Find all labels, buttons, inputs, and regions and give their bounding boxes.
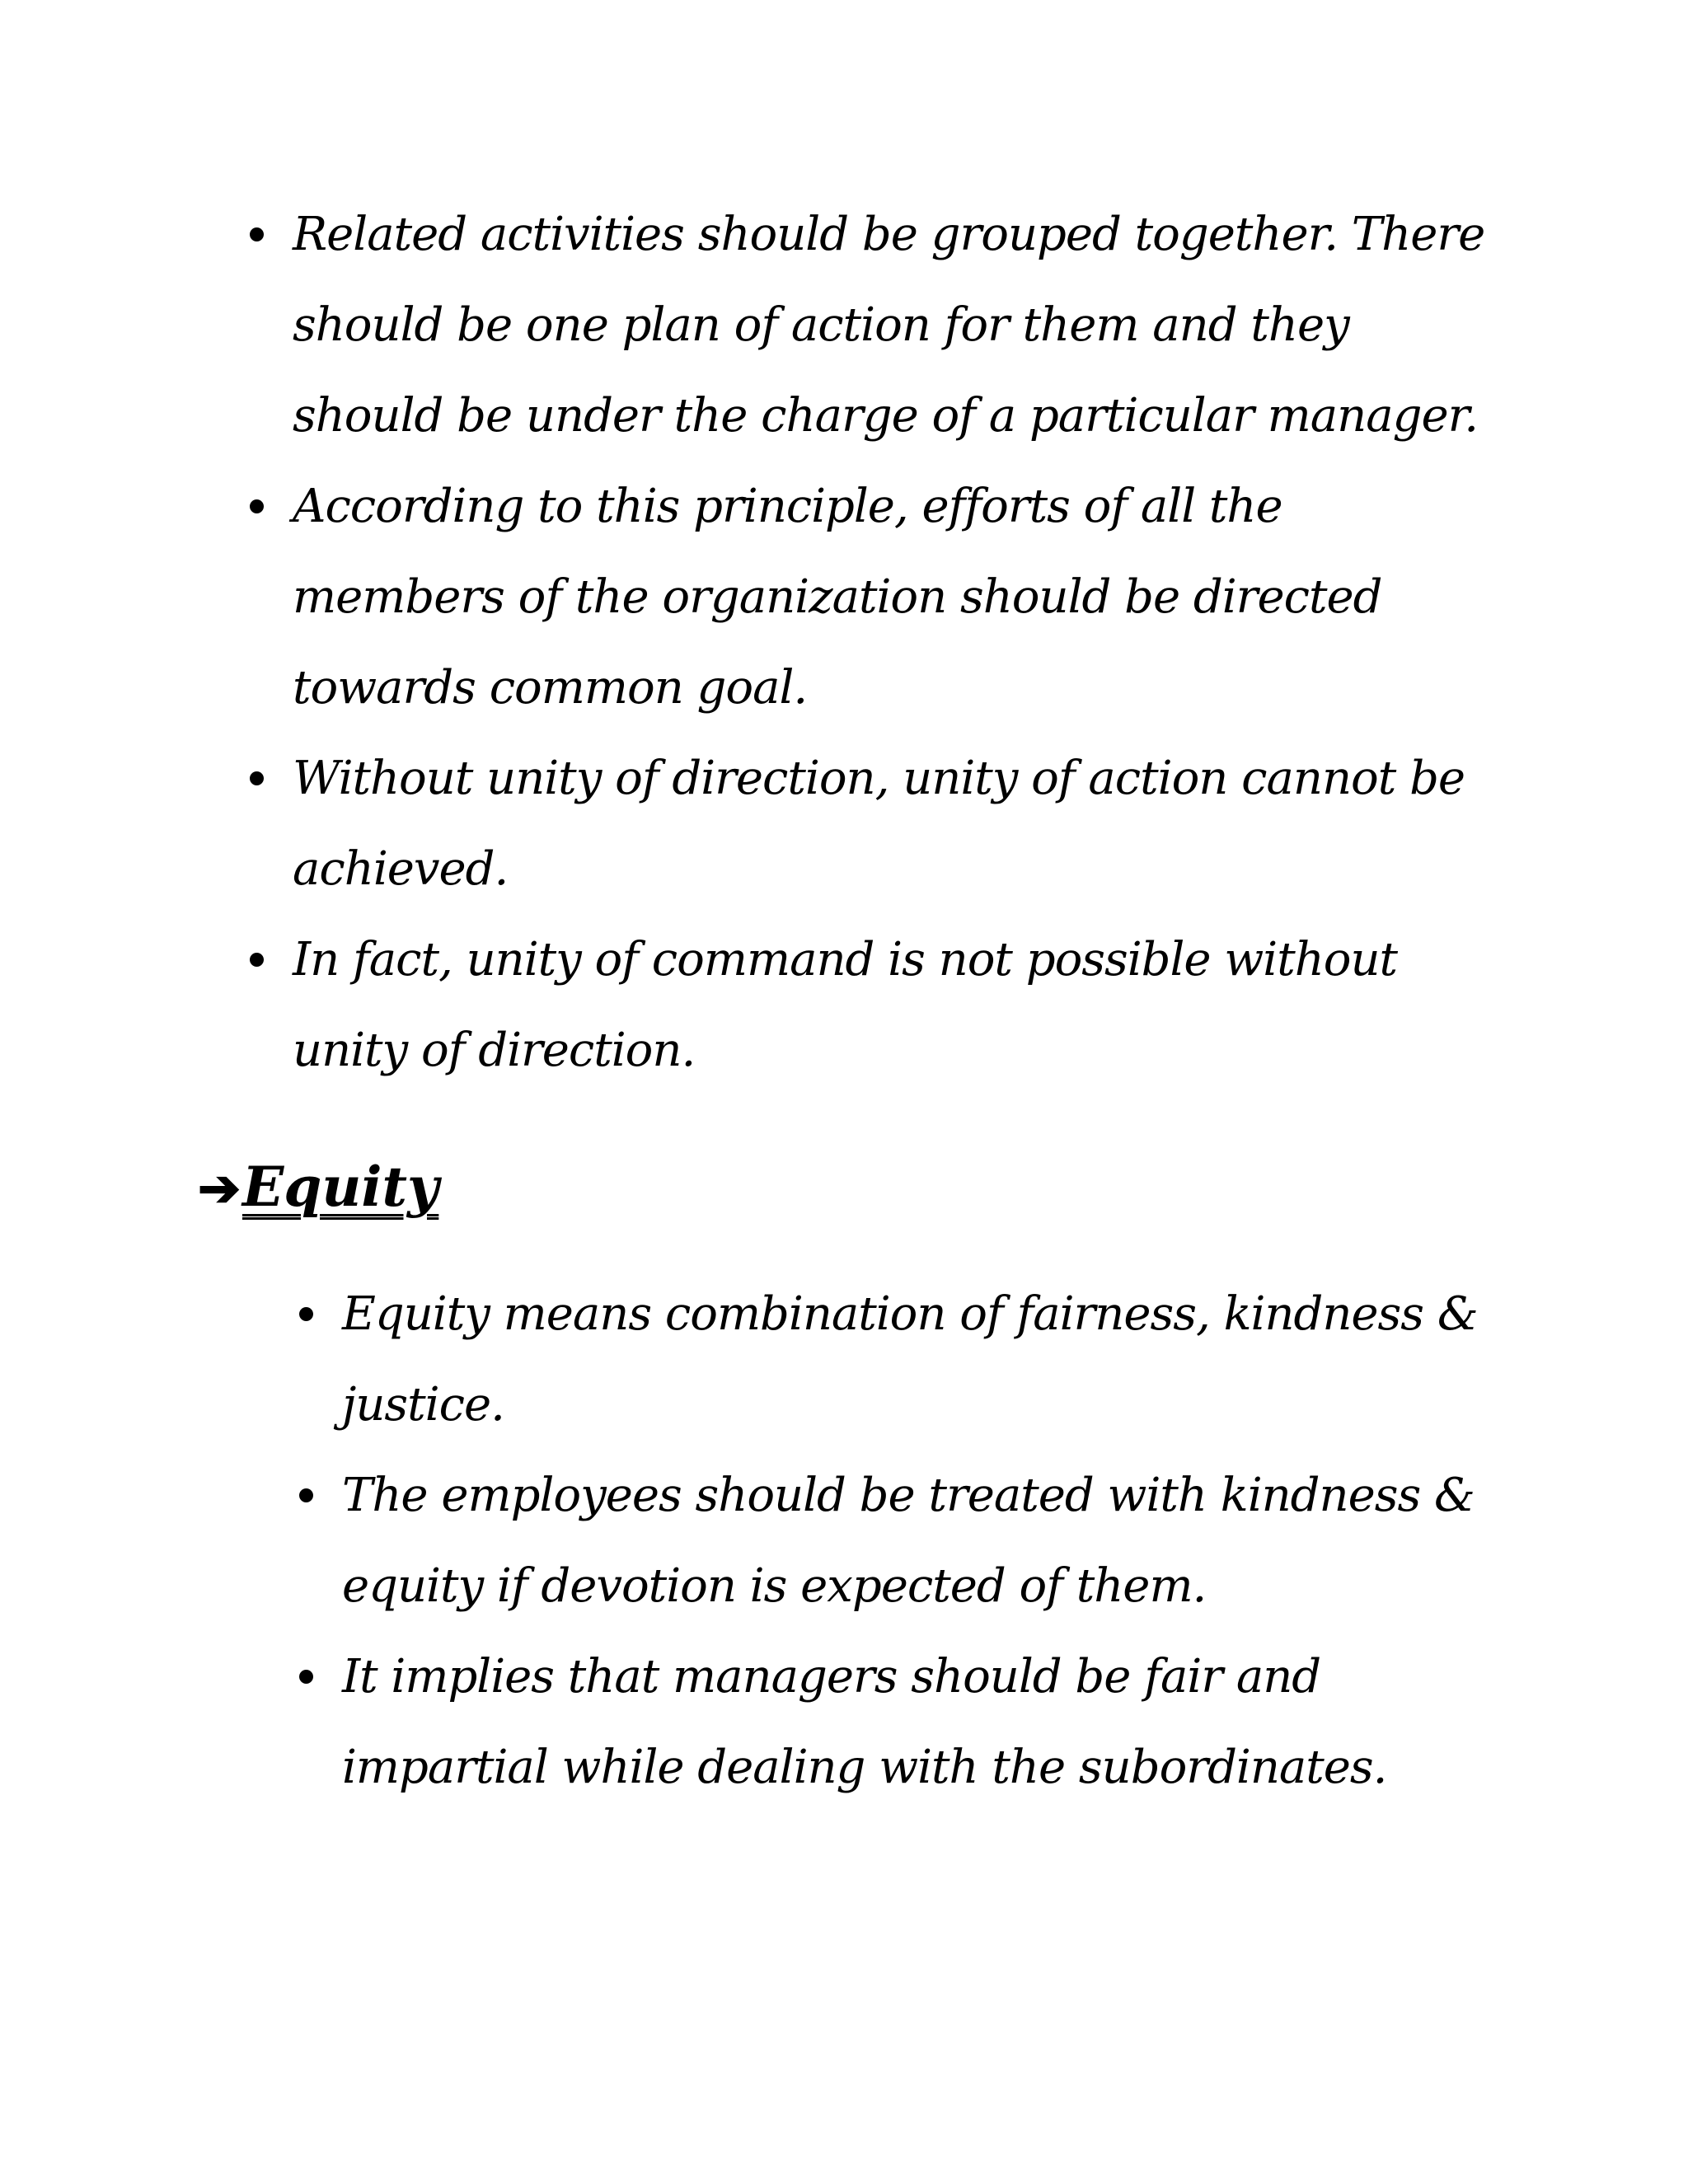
unity-of-direction-list [293,190,1496,1096]
bullet-text: Without unity of direction, unity of action cannot be achieved. [293,752,1465,896]
bullet-icon [299,1670,313,1684]
list-item [342,1451,1496,1632]
section-title: Equity [241,1155,439,1219]
bullet-icon [250,227,264,241]
equity-heading [198,1141,438,1234]
bullet-text: Related activities should be grouped together. There should be one plan of action for them and they should be under the charge of a particular manager. [293,208,1485,443]
bullet-text: According to this principle, efforts of all the members of the organization should be directed towards common goal. [293,480,1382,715]
bullet-text: It implies that managers should be fair and impartial while dealing with the subordinates. [342,1650,1387,1794]
list-item [293,733,1496,915]
bullet-icon [299,1307,313,1321]
bullet-icon [250,499,264,513]
list-item [342,1269,1496,1451]
list-item [342,1632,1496,1813]
list-item [293,190,1496,462]
bullet-icon [299,1488,313,1502]
bullet-text: Equity means combination of fairness, kindness & justice. [342,1287,1478,1432]
list-item [293,462,1496,733]
list-item [293,915,1496,1096]
bullet-icon [250,771,264,785]
bullet-icon [250,953,264,967]
bullet-text: The employees should be treated with kindness & equity if devotion is expected of them. [342,1469,1475,1613]
bullet-text: In fact, unity of command is not possible without unity of direction. [293,933,1398,1077]
arrow-right-icon: ➔ [198,1158,241,1218]
equity-list [342,1269,1496,1813]
